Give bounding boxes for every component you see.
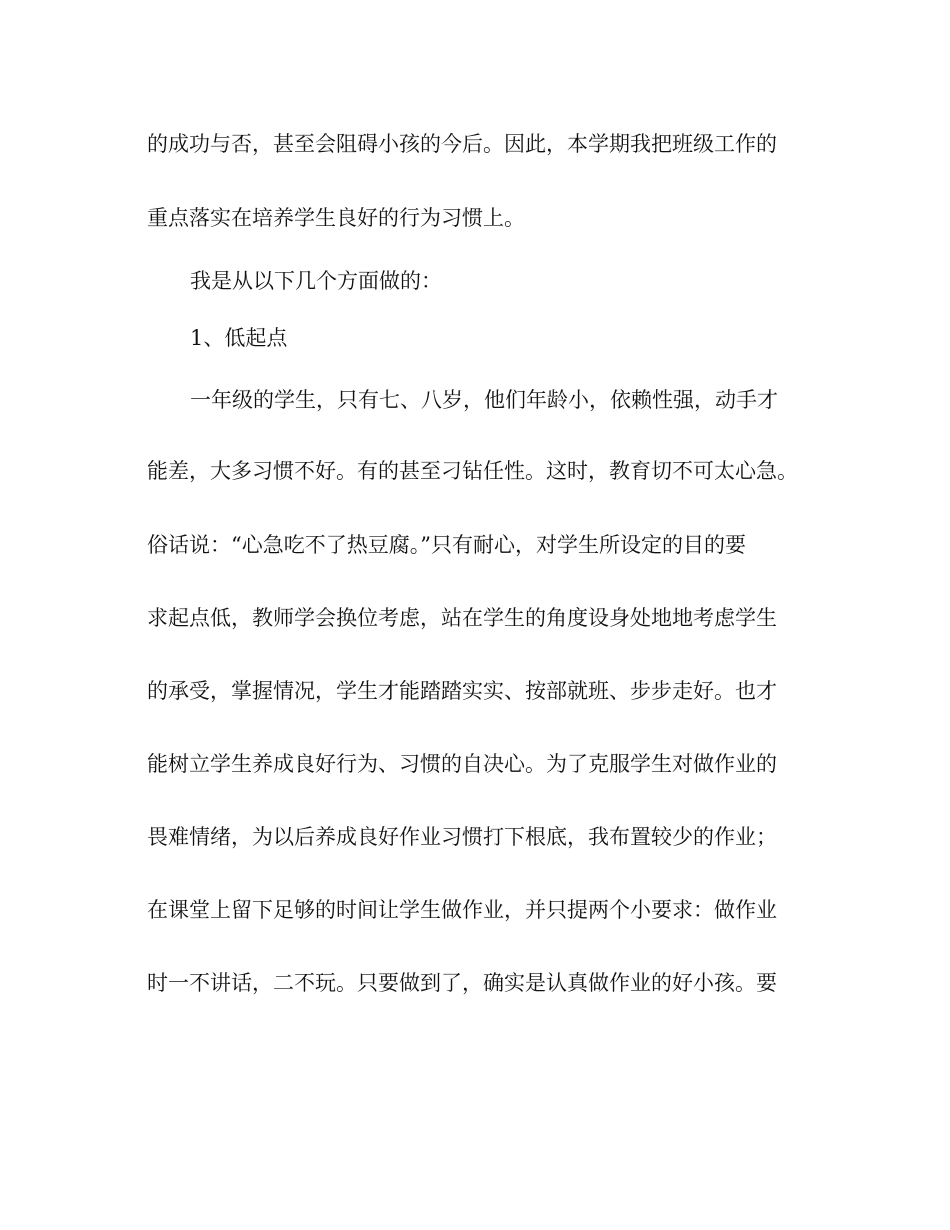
text-line: 能树立学生养成良好行为、习惯的自决心。为了克服学生对做作业的 <box>147 752 777 776</box>
section-heading: 1、低起点 <box>190 326 288 350</box>
text-line: 的成功与否，甚至会阻碍小孩的今后。因此，本学期我把班级工作的 <box>147 132 777 156</box>
text-line: 时一不讲话，二不玩。只要做到了，确实是认真做作业的好小孩。要 <box>147 971 777 995</box>
paragraph-first-line: 我是从以下几个方面做的： <box>190 269 442 293</box>
paragraph-first-line: 一年级的学生，只有七、八岁，他们年龄小，依赖性强，动手才 <box>190 388 778 412</box>
text-line: 能差，大多习惯不好。有的甚至刁钻任性。这时，教育切不可太心急。 <box>147 459 798 483</box>
text-line: 在课堂上留下足够的时间让学生做作业，并只提两个小要求：做作业 <box>147 898 777 922</box>
text-line: 求起点低，教师学会换位考虑，站在学生的角度设身处地地考虑学生 <box>147 606 777 630</box>
text-line: 畏难情绪，为以后养成良好作业习惯打下根底，我布置较少的作业； <box>147 825 777 849</box>
text-line: 的承受，掌握情况，学生才能踏踏实实、按部就班、步步走好。也才 <box>147 679 777 703</box>
text-line: 俗话说：“心急吃不了热豆腐。”只有耐心，对学生所设定的目的要 <box>147 533 746 557</box>
text-line: 重点落实在培养学生良好的行为习惯上。 <box>147 206 525 230</box>
